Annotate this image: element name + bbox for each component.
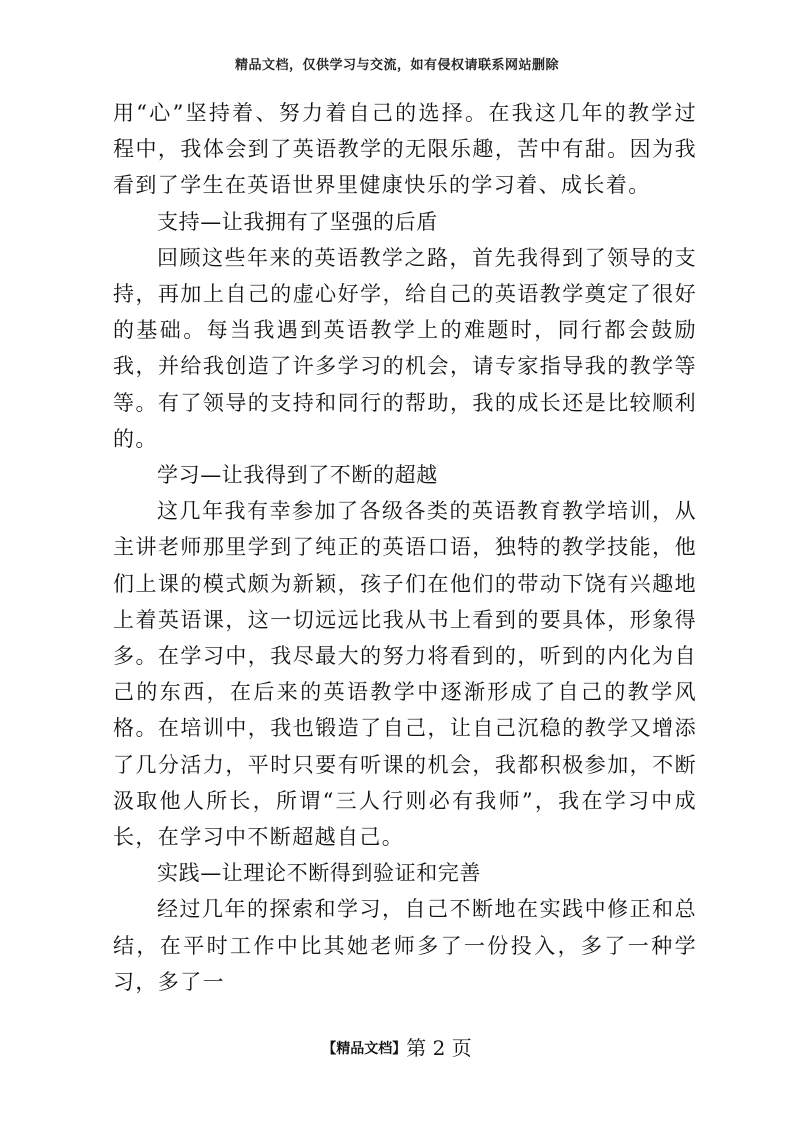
footer-tag: 【精品文档】 [322,1041,407,1057]
paragraph-practice: 经过几年的探索和学习，自己不断地在实践中修正和总结，在平时工作中比其她老师多了一份投入，多了一种学习，多了一 [113,897,697,994]
section-heading-learning: 学习—让我得到了不断的超越 [157,463,438,488]
page-footer [0,1032,794,1061]
page-number: 第 2 页 [406,1036,472,1060]
paragraph-support: 回顾这些年来的英语教学之路，首先我得到了领导的支持，再加上自己的虚心好学，给自己的英语教学奠定了很好的基础。每当我遇到英语教学上的难题时，同行都会鼓励我，并给我创造了许多学习的机会，请专家指导我的教学等等。有了领导的支持和同行的帮助，我的成长还是比较顺利的。 [113,245,697,451]
paragraph-intro: 用“心”坚持着、努力着自己的选择。在我这几年的教学过程中，我体会到了英语教学的无限乐趣，苦中有甜。因为我看到了学生在英语世界里健康快乐的学习着、成长着。 [113,101,697,198]
section-heading-practice: 实践—让理论不断得到验证和完善 [157,861,481,886]
document-body [113,95,697,1000]
paragraph-learning: 这几年我有幸参加了各级各类的英语教育教学培训，从主讲老师那里学到了纯正的英语口语，独特的教学技能，他们上课的模式颇为新颖，孩子们在他们的带动下饶有兴趣地上着英语课，这一切远远比我从书上看到的要具体，形象得多。在学习中，我尽最大的努力将看到的，听到的内化为自己的东西，在后来的英语教学中逐渐形成了自己的教学风格。在培训中，我也锻造了自己，让自己沉稳的教学又增添了几分活力，平时只要有听课的机会，我都积极参加，不断汲取他人所长，所谓“三人行则必有我师”，我在学习中成长，在学习中不断超越自己。 [113,499,697,850]
section-heading-support: 支持—让我拥有了坚强的后盾 [157,209,438,234]
header-note: 精品文档，仅供学习与交流，如有侵权请联系网站删除 [234,58,559,73]
